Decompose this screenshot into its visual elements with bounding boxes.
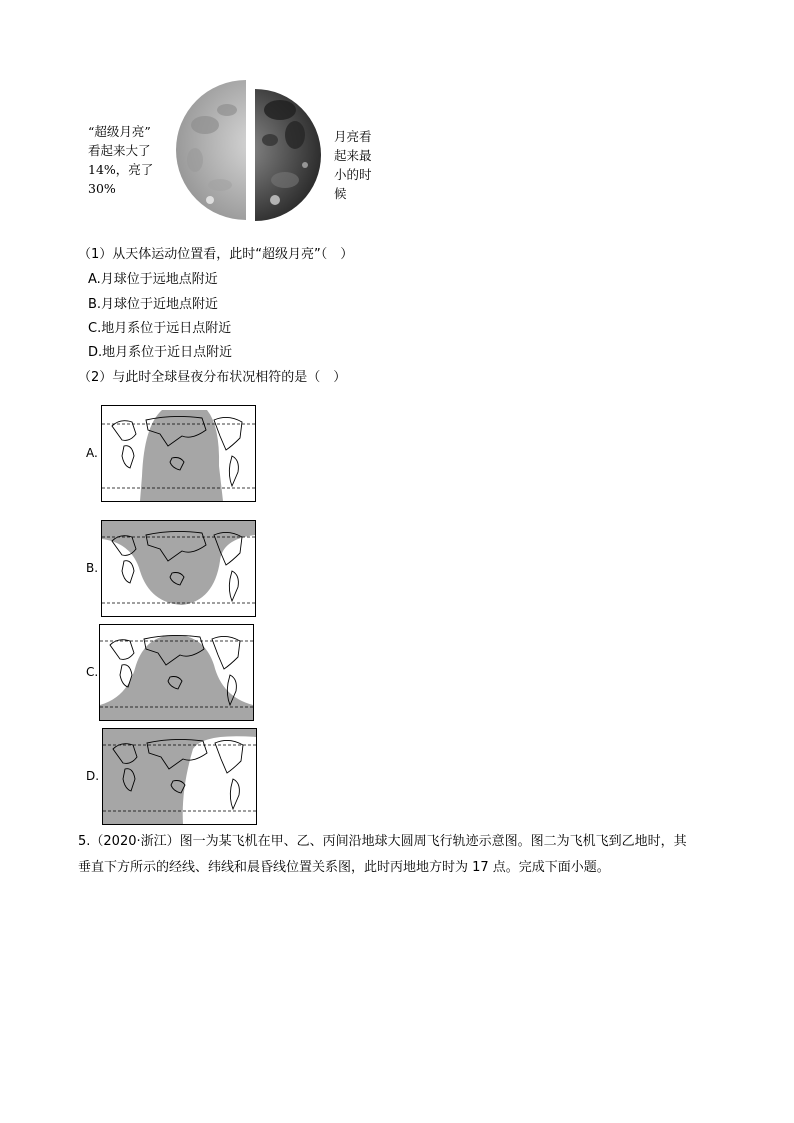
day-night-map-c[interactable]: [99, 624, 254, 721]
question-1-option-a[interactable]: A.月球位于远地点附近: [88, 272, 218, 287]
question-5-line-1: 5.（2020·浙江）图一为某飞机在甲、乙、丙间沿地球大圆周飞行轨迹示意图。图二为飞机飞到乙地时，其: [78, 834, 687, 849]
day-night-map-b[interactable]: [101, 520, 256, 617]
left-caption-line: “超级月亮”: [88, 124, 151, 139]
question-2-option-b-label[interactable]: B.: [86, 561, 99, 575]
left-caption: [88, 122, 174, 198]
question-1-stem: （1）从天体运动位置看，此时“超级月亮”（ ）: [78, 247, 354, 262]
right-caption-line: 月亮看: [334, 129, 372, 144]
question-5-line-2: 垂直下方所示的经线、纬线和晨昏线位置关系图，此时丙地地方时为 17 点。完成下面小题。: [78, 860, 610, 875]
world-map-b-icon: [102, 521, 255, 616]
question-2-option-d-label[interactable]: D.: [86, 769, 100, 783]
world-map-c-icon: [100, 625, 253, 720]
right-caption-line: 起来最: [334, 148, 372, 163]
left-caption-line: 看起来大了: [88, 143, 151, 158]
question-1-option-d[interactable]: D.地月系位于近日点附近: [88, 345, 233, 360]
question-2-option-c-label[interactable]: C.: [86, 665, 99, 679]
left-caption-line: 14%，亮了: [88, 162, 154, 177]
question-2-stem: （2）与此时全球昼夜分布状况相符的是（ ）: [78, 370, 347, 385]
question-2-option-a-label[interactable]: A.: [86, 446, 98, 460]
right-caption-line: 小的时: [334, 167, 372, 182]
question-1-option-c[interactable]: C.地月系位于远日点附近: [88, 321, 232, 336]
right-caption-line: 候: [334, 186, 347, 201]
world-map-d-icon: [103, 729, 256, 824]
supermoon-comparison-image: [165, 80, 325, 230]
question-1-option-b[interactable]: B.月球位于近地点附近: [88, 297, 219, 312]
right-caption: [334, 127, 384, 203]
day-night-map-a[interactable]: [101, 405, 256, 502]
day-night-map-d[interactable]: [102, 728, 257, 825]
left-caption-line: 30%: [88, 181, 116, 196]
world-map-a-icon: [102, 406, 255, 501]
question-5-text: [78, 829, 728, 881]
